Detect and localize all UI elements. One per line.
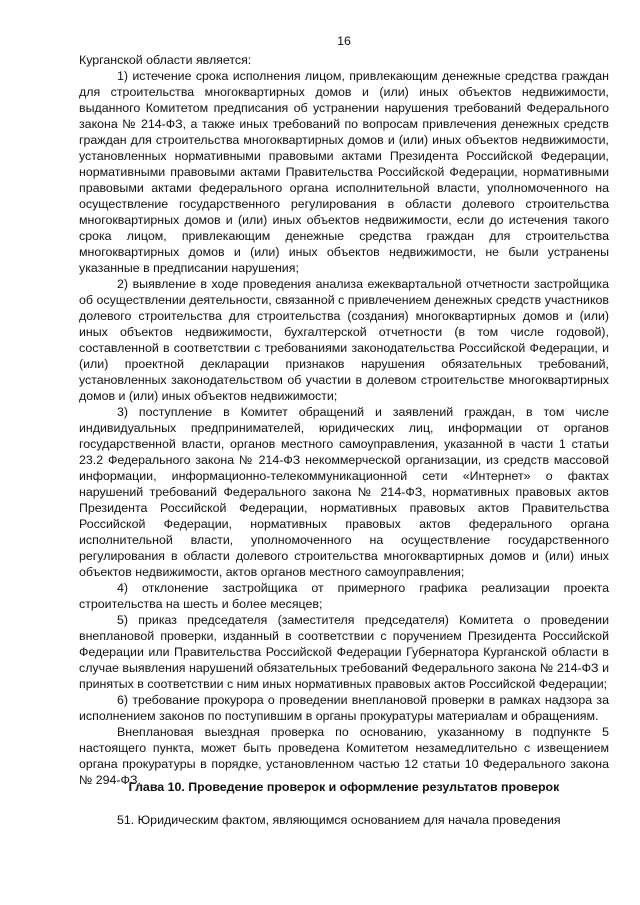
section-51-paragraph: 51. Юридическим фактом, являющимся основанием для начала проведения: [117, 813, 561, 827]
document-body: [79, 52, 609, 788]
list-item: 3) поступление в Комитет обращений и заявлений граждан, в том числе индивидуальных предпринимателей, юридических лиц, информации от органов государственной власти, органов местного самоуправления, указанной в части 1 статьи 23.2 Федерального закона № 214-ФЗ некоммерческой организации, из средств массовой информации, информационно-телекоммуникационной сети «Интернет» о фактах нарушений требований Федерального закона № 214-ФЗ, нормативных правовых актов Президента Российской Федерации, нормативных правовых актов Правительства Российской Федерации, нормативных правовых актов федерального органа исполнительной власти, уполномоченного на осуществление государственного регулирования в области долевого строительства многоквартирных домов и (или) иных объектов недвижимости, актов органов местного самоуправления;: [79, 405, 609, 579]
list-item: 2) выявление в ходе проведения анализа ежеквартальной отчетности застройщика об осуществлении деятельности, связанной с привлечением денежных средств участников долевого строительства для строительства (создания) многоквартирных домов и (или) иных объектов недвижимости, бухгалтерской отчетности (в том числе годовой), составленной в соответствии с требованиями законодательства Российской Федерации, и (или) проектной декларации признаков нарушения обязательных требований, установленных законодательством об участии в долевом строительстве многоквартирных домов и (или) иных объектов недвижимости;: [79, 277, 609, 403]
list-item: 5) приказ председателя (заместителя председателя) Комитета о проведении внеплановой проверки, изданный в соответствии с поручением Президента Российской Федерации или Правительства Российской Федерации Губернатора Курганской области в случае выявления нарушений обязательных требований Федерального закона № 214-ФЗ и принятых в соответствии с ним иных нормативных правовых актов Российской Федерации;: [79, 613, 609, 691]
page-number: 16: [337, 34, 351, 48]
list-item: 4) отклонение застройщика от примерного графика реализации проекта строительства на шесть и более месяцев;: [79, 581, 609, 611]
intro-line: Курганской области является:: [79, 53, 252, 67]
chapter-heading: Глава 10. Проведение проверок и оформление результатов проверок: [128, 780, 560, 794]
note-paragraph: Внеплановая выездная проверка по основанию, указанному в подпункте 5 настоящего пункта, может быть проведена Комитетом незамедлительно с извещением органа прокуратуры в порядке, установленном частью 12 статьи 10 Федерального закона № 294-ФЗ.: [79, 725, 609, 787]
list-item: 1) истечение срока исполнения лицом, привлекающим денежные средства граждан для строительства многоквартирных домов и (или) иных объектов недвижимости, выданного Комитетом предписания об устранении нарушения требований Федерального закона № 214-ФЗ, а также иных требований по вопросам привлечения денежных средств граждан для строительства многоквартирных домов и (или) иных объектов недвижимости, установленных нормативными правовыми актами Президента Российской Федерации, нормативными правовыми актами Правительства Российской Федерации, нормативными правовыми актами федерального органа исполнительной власти, уполномоченного на осуществление государственного регулирования в области долевого строительства многоквартирных домов и (или) иных объектов недвижимости, если до истечения такого срока лицом, привлекающим денежные средства граждан для строительства многоквартирных домов и (или) иных объектов недвижимости, не были устранены указанные в предписании нарушения;: [79, 69, 609, 275]
list-item: 6) требование прокурора о проведении внеплановой проверки в рамках надзора за исполнением законов по поступившим в органы прокуратуры материалам и обращениям.: [79, 693, 609, 723]
